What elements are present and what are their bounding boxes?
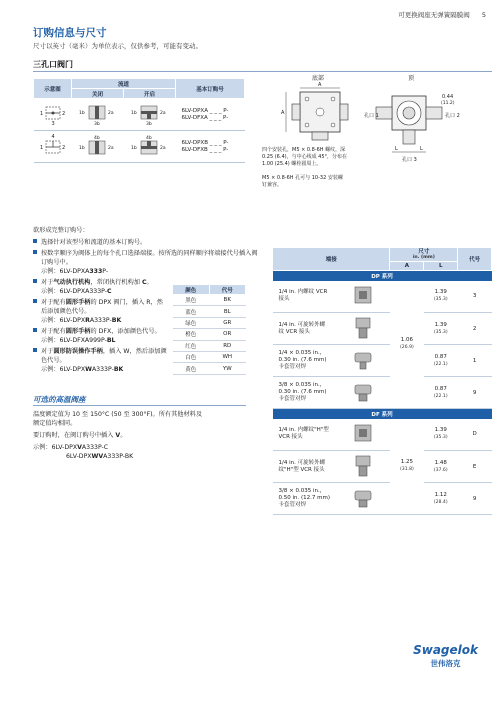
col-end: 端接 xyxy=(273,248,390,271)
logo-brand: Swagelok xyxy=(413,643,478,657)
bullet-icon xyxy=(33,348,37,352)
col-open: 开启 xyxy=(124,89,176,99)
color-row: 黄色 YW xyxy=(173,363,246,374)
col-schematic: 示意图 xyxy=(34,79,72,99)
running-header xyxy=(398,10,486,19)
col-code: 代号 xyxy=(209,285,246,295)
svg-text:2a: 2a xyxy=(107,110,114,116)
svg-text:2a: 2a xyxy=(107,145,114,151)
mounting-note-2: M5 × 0.8-6H 孔可与 10-32 安装螺钉兼容。 xyxy=(262,175,343,188)
example-text: 示例：6LV-DPXRA333P-BK xyxy=(41,317,122,324)
svg-text:0.44: 0.44 xyxy=(442,94,454,100)
step-item: 对于圆形防误操作手柄，插入 W，然后添加颜色代号。 xyxy=(33,347,169,365)
col-code: 代号 xyxy=(458,248,492,271)
port-label: 3 xyxy=(51,120,55,126)
svg-text:L: L xyxy=(420,146,423,152)
color-row: 绿色 GR xyxy=(173,317,246,328)
option-example: 示例：6LV-DPXVA333P-C xyxy=(33,444,109,451)
svg-text:1b: 1b xyxy=(130,110,137,116)
option-body xyxy=(33,410,203,461)
open-flow-diagram-b xyxy=(127,132,173,160)
bullet-icon xyxy=(33,250,37,254)
svg-text:2a: 2a xyxy=(159,110,166,116)
svg-text:L: L xyxy=(395,146,398,152)
step-item: 对于配有圆形手柄的 DFX，添加颜色代号。 xyxy=(33,327,169,336)
page-subtitle: 尺寸以英寸（毫米）为单位表示，仅供参考，可能有变动。 xyxy=(33,42,202,50)
closed-flow-diagram-a xyxy=(75,101,121,127)
schematic-b xyxy=(34,131,72,163)
example-text: 示例：6LV-DPXA333P- xyxy=(41,268,109,275)
example-text: 示例：6LV-DPXWA333P-BK xyxy=(41,366,124,373)
df-a-value: 1.25 (31.8) xyxy=(390,419,424,515)
logo-cn: 世伟洛克 xyxy=(430,659,461,668)
step-item: 对于配有圆形手柄的 DPX 阀门，插入 R，然后添加颜色代号。 xyxy=(33,298,169,316)
end-connection-table xyxy=(272,247,492,515)
bullet-icon xyxy=(33,239,37,243)
col-dims: 尺寸 in. (mm) xyxy=(390,248,458,262)
svg-text:3b: 3b xyxy=(145,121,152,127)
svg-text:1: 1 xyxy=(39,144,43,151)
swagelok-logo xyxy=(413,643,478,669)
mounting-note: 四个安装孔，M5 × 0.8-6H 螺纹，深 0.25 (6.4)，与中心线成 45°，分布在 1.00 (25.4) 螺栓圆周上。 xyxy=(262,147,348,167)
color-row: 红色 RD xyxy=(173,340,246,351)
open-flow-a xyxy=(124,99,176,131)
col-closed: 关闭 xyxy=(72,89,124,99)
port-label: 1 xyxy=(39,110,43,117)
end-row: 3/8 × 0.035 in.， 0.50 in. (12.7 mm) 卡套管对焊 1.12 (28.4) 9 xyxy=(273,483,492,515)
svg-text:2a: 2a xyxy=(159,145,166,151)
running-title: 可更换阀座无弹簧隔膜阀 xyxy=(398,11,470,19)
port-2-label: 孔口 2 xyxy=(445,113,460,119)
col-l: L xyxy=(424,262,458,271)
page-number: 5 xyxy=(481,11,486,19)
male-vcr-icon xyxy=(352,454,374,478)
tube-butt-weld-icon xyxy=(352,349,374,371)
col-a: A xyxy=(390,262,424,271)
order-table xyxy=(33,78,245,163)
end-row: 1/4 in. 可旋转外螺 纹 VCR 接头 1.39 (35.3) 2 xyxy=(273,313,492,345)
series-row-dp: DP 系列 xyxy=(273,271,492,281)
closed-flow-b xyxy=(72,131,124,163)
open-flow-b xyxy=(124,131,176,163)
order-row xyxy=(34,99,245,131)
svg-text:1b: 1b xyxy=(130,145,137,151)
color-row: 蓝色 BL xyxy=(173,306,246,317)
dp-a-value: 1.06 (26.9) xyxy=(390,281,424,409)
port-1-label: 孔口 1 xyxy=(364,113,379,119)
svg-text:2: 2 xyxy=(61,144,65,151)
example-text: 示例：6LV-DPXA333P-C xyxy=(41,288,112,295)
end-row: 1/4 × 0.035 in.， 0.30 in. (7.6 mm) 卡套管对焊 0.87 (22.1) 1 xyxy=(273,345,492,377)
top-view-label: 顶 xyxy=(408,75,415,82)
col-flow: 流道 xyxy=(72,79,176,89)
page-title: 订购信息与尺寸 xyxy=(33,27,107,39)
order-number: 6LV-DFXB _ _ _ P- xyxy=(181,146,229,153)
intro-text: 欲形成完整订购号： xyxy=(33,227,89,234)
order-number: 6LV-DFXA _ _ _ P- xyxy=(181,114,229,121)
bullet-icon xyxy=(33,279,37,283)
male-vcr-icon xyxy=(352,316,374,340)
svg-text:1b: 1b xyxy=(78,110,85,116)
svg-text:4b: 4b xyxy=(93,135,100,141)
option-title: 可选的高温阀座 xyxy=(33,395,86,404)
svg-text:4: 4 xyxy=(51,133,55,140)
option-rule xyxy=(33,405,246,406)
step-item: 按数字顺序为阀体上的每个孔口选择端接。按所选的同样顺序将端接代号插入阀订购号中。 xyxy=(33,249,263,267)
end-row: 1/4 in. 内螺纹"H"型 VCR 接头 1.25 (31.8) 1.39 (35.3) D xyxy=(273,419,492,451)
step-item: 选择针对该型号和流道的基本订购号。 xyxy=(33,238,263,247)
port-3-label: 孔口 3 xyxy=(402,157,417,163)
female-vcr-icon xyxy=(352,422,374,444)
female-vcr-icon xyxy=(352,284,374,306)
open-flow-diagram-a xyxy=(127,101,173,127)
svg-text:A: A xyxy=(281,110,285,116)
order-row xyxy=(34,131,245,163)
color-row: 橙色 OR xyxy=(173,329,246,340)
example-text: 示例：6LV-DFXA999P-BL xyxy=(41,337,116,344)
section-title: 三孔口阀门 xyxy=(33,60,73,69)
port-label: 2 xyxy=(61,110,65,117)
valve-schematic-a xyxy=(38,102,68,126)
tube-butt-weld-icon xyxy=(352,381,374,403)
series-row-df: DF 系列 xyxy=(273,409,492,419)
col-color: 颜色 xyxy=(173,285,210,295)
option-temp-text: 温度额定值为 10 至 150°C (50 至 300°F)。所有其他材料及额定值均相同。 xyxy=(33,411,203,427)
valve-schematic-b xyxy=(38,132,68,160)
svg-text:A: A xyxy=(318,82,322,88)
bullet-icon xyxy=(33,299,37,303)
col-basic-number: 基本订购号 xyxy=(176,79,245,99)
option-order-text: 要订购时，在阀订购号中插入 V。 xyxy=(33,432,127,439)
svg-text:3b: 3b xyxy=(93,121,100,127)
step-item: 对于气动执行机构，常闭执行机构加 C。 xyxy=(33,278,263,287)
end-row: 1/4 in. 可旋转外螺 纹"H"型 VCR 接头 1.48 (37.6) E xyxy=(273,451,492,483)
svg-text:1b: 1b xyxy=(78,145,85,151)
option-example: 6LV-DPXWVA333P-BK xyxy=(66,453,134,460)
svg-text:(11.2): (11.2) xyxy=(441,101,455,106)
order-number: 6LV-DPXB _ _ _ P- xyxy=(181,139,229,146)
end-row: 1/4 in. 内螺纹 VCR 接头 1.06 (26.9) 1.39 (35.3) 3 xyxy=(273,281,492,313)
color-code-table xyxy=(172,284,246,375)
color-row: 黑色 BK xyxy=(173,295,246,306)
schematic-a xyxy=(34,99,72,131)
svg-text:4b: 4b xyxy=(145,135,152,141)
basic-numbers-a xyxy=(176,99,245,131)
bottom-view-label: 底部 xyxy=(312,75,325,82)
closed-flow-diagram-b xyxy=(75,132,121,160)
color-row: 白色 WH xyxy=(173,351,246,362)
basic-numbers-b xyxy=(176,131,245,163)
closed-flow-a xyxy=(72,99,124,131)
end-row: 3/8 × 0.035 in.， 0.30 in. (7.6 mm) 卡套管对焊 0.87 (22.1) 9 xyxy=(273,377,492,409)
order-number: 6LV-DPXA _ _ _ P- xyxy=(181,107,229,114)
tube-butt-weld-icon xyxy=(352,487,374,509)
bullet-icon xyxy=(33,328,37,332)
